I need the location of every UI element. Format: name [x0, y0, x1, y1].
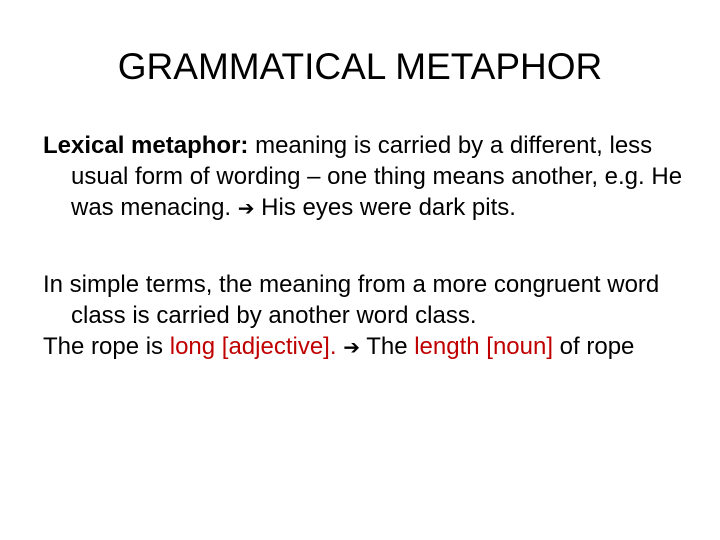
- lexical-metaphor-definition: meaning is carried by a different, less usual form of wording – one thing means another, e.g. He was menacing.: [71, 132, 683, 221]
- arrow-right-icon: ➔: [237, 198, 255, 220]
- rope-example-lead: The rope is: [43, 333, 170, 360]
- simple-terms-paragraph: In simple terms, the meaning from a more congruent word class is carried by another word class.: [43, 271, 660, 329]
- rope-example-mid: The: [359, 333, 415, 360]
- lexical-metaphor-term: Lexical metaphor:: [43, 132, 249, 159]
- lexical-metaphor-paragraph: [43, 130, 693, 225]
- rope-example-paragraph: [43, 331, 693, 364]
- slide-body: [43, 130, 693, 364]
- slide-title: GRAMMATICAL METAPHOR: [117, 46, 603, 87]
- noun-example: length [noun]: [414, 333, 554, 360]
- paragraph-spacer: [43, 225, 693, 269]
- adjective-example: long [adjective].: [169, 333, 337, 360]
- lexical-metaphor-example: His eyes were dark pits.: [254, 194, 516, 221]
- arrow-right-icon: ➔: [343, 337, 360, 359]
- rope-example-tail: of rope: [553, 333, 635, 360]
